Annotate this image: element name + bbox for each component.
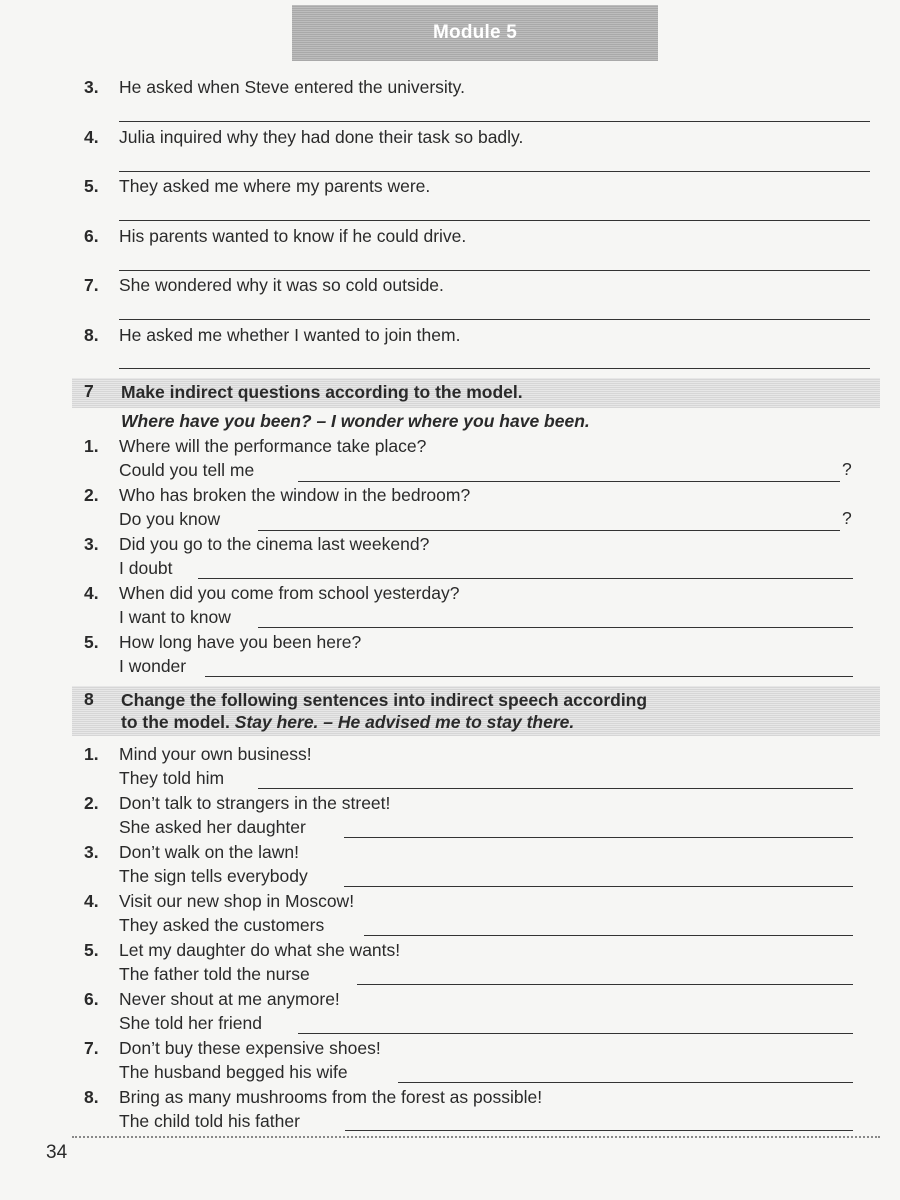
- question-mark: ?: [842, 508, 852, 528]
- item-number: 7.: [84, 1038, 99, 1058]
- answer-line[interactable]: [364, 935, 853, 936]
- item-sentence: Never shout at me anymore!: [119, 989, 340, 1009]
- task8-title-model: Stay here. – He advised me to stay there.: [234, 712, 575, 732]
- item-text: His parents wanted to know if he could drive.: [119, 226, 467, 246]
- item-prompt: The father told the nurse: [119, 964, 310, 984]
- item-number: 8.: [84, 325, 99, 345]
- module-header: [292, 5, 658, 61]
- item-text: She wondered why it was so cold outside.: [119, 275, 444, 295]
- item-text: Julia inquired why they had done their task so badly.: [119, 127, 524, 147]
- task7-title: Make indirect questions according to the model.: [121, 382, 523, 402]
- answer-line[interactable]: [258, 627, 853, 628]
- item-number: 4.: [84, 583, 99, 603]
- task8-title-line1: Change the following sentences into indirect speech according: [121, 690, 648, 710]
- answer-line[interactable]: [298, 481, 840, 482]
- item-number: 3.: [84, 842, 99, 862]
- answer-line[interactable]: [298, 1033, 853, 1034]
- item-question: Who has broken the window in the bedroom?: [119, 485, 471, 505]
- item-sentence: Let my daughter do what she wants!: [119, 940, 401, 960]
- item-question: When did you come from school yesterday?: [119, 583, 460, 603]
- item-number: 5.: [84, 940, 99, 960]
- item-number: 4.: [84, 891, 99, 911]
- item-number: 3.: [84, 534, 99, 554]
- answer-line[interactable]: [119, 121, 870, 122]
- answer-line[interactable]: [119, 368, 870, 369]
- item-text: They asked me where my parents were.: [119, 176, 431, 196]
- question-mark: ?: [842, 459, 852, 479]
- task7-model: Where have you been? – I wonder where you have been.: [121, 411, 590, 431]
- item-sentence: Visit our new shop in Moscow!: [119, 891, 355, 911]
- item-number: 2.: [84, 793, 99, 813]
- answer-line[interactable]: [344, 886, 853, 887]
- item-text: He asked me whether I wanted to join them.: [119, 325, 461, 345]
- answer-line[interactable]: [119, 220, 870, 221]
- item-number: 1.: [84, 744, 99, 764]
- page-bottom-rule: [72, 1136, 880, 1138]
- page-number: 34: [46, 1142, 68, 1163]
- item-sentence: Don’t talk to strangers in the street!: [119, 793, 391, 813]
- item-number: 2.: [84, 485, 99, 505]
- item-question: Where will the performance take place?: [119, 436, 427, 456]
- item-sentence: Don’t walk on the lawn!: [119, 842, 299, 862]
- item-number: 5.: [84, 176, 99, 196]
- item-number: 3.: [84, 77, 99, 97]
- answer-line[interactable]: [198, 578, 853, 579]
- item-text: He asked when Steve entered the university.: [119, 77, 465, 97]
- item-prompt: They told him: [119, 768, 225, 788]
- item-number: 7.: [84, 275, 99, 295]
- task8-number: 8: [84, 689, 94, 709]
- item-number: 5.: [84, 632, 99, 652]
- item-prompt: She asked her daughter: [119, 817, 306, 837]
- item-prompt: The sign tells everybody: [119, 866, 308, 886]
- answer-line[interactable]: [205, 676, 853, 677]
- item-prompt: Could you tell me: [119, 460, 255, 480]
- item-prompt: They asked the customers: [119, 915, 325, 935]
- item-number: 1.: [84, 436, 99, 456]
- item-prompt: I want to know: [119, 607, 231, 627]
- module-label: Module 5: [433, 22, 517, 43]
- answer-line[interactable]: [398, 1082, 853, 1083]
- item-prompt: The husband begged his wife: [119, 1062, 348, 1082]
- answer-line[interactable]: [119, 319, 870, 320]
- answer-line[interactable]: [119, 171, 870, 172]
- item-prompt: I wonder: [119, 656, 187, 676]
- item-sentence: Mind your own business!: [119, 744, 312, 764]
- answer-line[interactable]: [357, 984, 853, 985]
- answer-line[interactable]: [119, 270, 870, 271]
- task7-number: 7: [84, 381, 94, 401]
- item-prompt: The child told his father: [119, 1111, 300, 1131]
- answer-line[interactable]: [344, 837, 853, 838]
- item-prompt: I doubt: [119, 558, 173, 578]
- item-number: 4.: [84, 127, 99, 147]
- task8-title-line2: [121, 711, 574, 733]
- item-question: How long have you been here?: [119, 632, 362, 652]
- item-number: 8.: [84, 1087, 99, 1107]
- task8-title-text: to the model.: [121, 712, 230, 732]
- item-prompt: She told her friend: [119, 1013, 263, 1033]
- item-number: 6.: [84, 989, 99, 1009]
- answer-line[interactable]: [258, 530, 840, 531]
- item-number: 6.: [84, 226, 99, 246]
- item-sentence: Don’t buy these expensive shoes!: [119, 1038, 381, 1058]
- item-prompt: Do you know: [119, 509, 221, 529]
- item-question: Did you go to the cinema last weekend?: [119, 534, 430, 554]
- item-sentence: Bring as many mushrooms from the forest as possible!: [119, 1087, 543, 1107]
- answer-line[interactable]: [345, 1130, 853, 1131]
- answer-line[interactable]: [258, 788, 853, 789]
